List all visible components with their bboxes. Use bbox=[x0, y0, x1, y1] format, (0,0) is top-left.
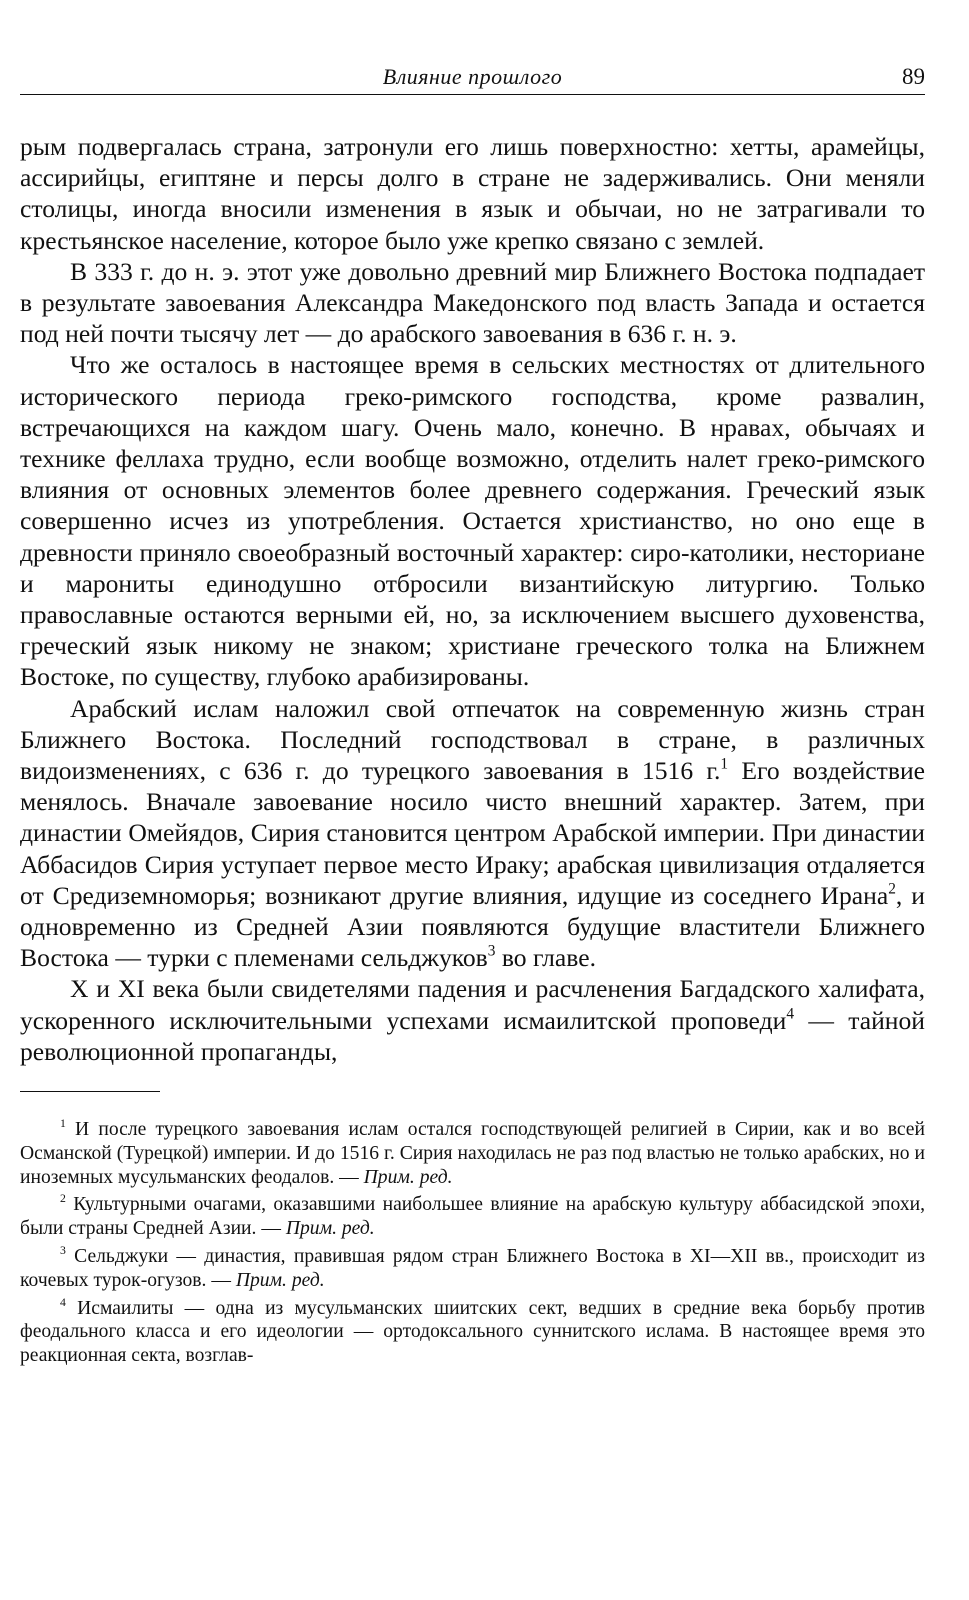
footnote-marker: 1 bbox=[60, 1116, 66, 1130]
footnote-ref: 3 bbox=[487, 942, 496, 960]
paragraph bbox=[20, 349, 925, 692]
paragraph-text: рым подвергалась страна, затронули его лишь поверхностно: хетты, арамейцы, ассирийцы, египтяне и персы долго в стране не задерживались. Они меняли столицы, иногда вносили изменения в язык и обычаи, но не затрагивали то крестьянское население, которое было уже крепко связано с землей. bbox=[20, 132, 925, 255]
footnote bbox=[20, 1245, 925, 1293]
paragraph-text: во главе. bbox=[495, 943, 596, 973]
footnote-ref: 2 bbox=[888, 880, 896, 898]
footnote bbox=[20, 1297, 925, 1368]
footnote-marker: 4 bbox=[60, 1295, 66, 1309]
page-header bbox=[20, 60, 925, 95]
footnote-ref: 1 bbox=[720, 755, 729, 773]
page-number: 89 bbox=[902, 64, 925, 89]
paragraph-text: Его воздействие менялось. Вначале завоевание носило чисто внешний характер. Затем, при династии Омейядов, Сирия становится центром Арабской империи. При династии Аббасидов Сирия уступает первое место Ираку; арабская цивилизация отдаляется от Средиземноморья; возникают другие влияния, идущие из соседнего Ирана bbox=[20, 756, 925, 910]
running-title: Влияние прошлого bbox=[382, 64, 563, 89]
footnote-text: Сельджуки — династия, правившая рядом стран Ближнего Востока в XI—XII вв., происходит из кочевых турок-огузов. — bbox=[20, 1246, 925, 1291]
footnote-text: И после турецкого завоевания ислам остался господствующей религией в Сирии, как и во всей Османской (Турецкой) империи. И до 1516 г. Сирия находилась не раз под властью не только арабских, но и иноземных мусульманских феодалов. — bbox=[20, 1119, 925, 1188]
paragraph-text: , и одновременно из Средней Азии появляются будущие властители Ближнего Востока — турки с племенами сельджуков bbox=[20, 880, 925, 973]
paragraph-continuation bbox=[20, 131, 925, 256]
footnote-divider bbox=[20, 1091, 160, 1092]
paragraph-text: — тайной революционной пропаганды, bbox=[20, 1005, 925, 1066]
paragraph bbox=[20, 973, 925, 1067]
editor-note: Прим. ред. bbox=[285, 1218, 375, 1240]
editor-note: Прим. ред. bbox=[235, 1269, 325, 1291]
footnote-ref: 4 bbox=[786, 1004, 794, 1022]
footnote-marker: 2 bbox=[60, 1192, 66, 1206]
footnotes bbox=[20, 1118, 925, 1368]
footnote bbox=[20, 1118, 925, 1189]
footnote bbox=[20, 1193, 925, 1241]
paragraph-text: Арабский ислам наложил свой отпечаток на современную жизнь стран Ближнего Востока. Последний господствовал в стране, в различных видоизменениях, с 636 г. до турецкого завоевания в 1516 г. bbox=[20, 693, 925, 786]
paragraph-text: В 333 г. до н. э. этот уже довольно древний мир Ближнего Востока подпадает в результате завоевания Александра Македонского под власть Запада и остается под ней почти тысячу лет — до арабского завоевания в 636 г. н. э. bbox=[20, 256, 925, 349]
footnote-text: Культурными очагами, оказавшими наибольшее влияние на арабскую культуру аббасидской эпохи, были страны Средней Азии. — bbox=[20, 1194, 925, 1240]
body-text bbox=[20, 131, 925, 1067]
paragraph-text: Что же осталось в настоящее время в сельских местностях от длительного исторического периода греко-римского господства, кроме развалин, встречающихся на каждом шагу. Очень мало, конечно. В нравах, обычаях и технике феллаха трудно, если вообще возможно, отделить налет греко-римского влияния от основных элементов более древнего содержания. Греческий язык совершенно исчез из употребления. Остается христианство, но оно еще в древности приняло своеобразный восточный характер: сиро-католики, несториане и марониты единодушно отбросили византийскую литургию. Только православные остаются верными ей, но, за исключением высшего духовенства, греческий язык никому не знаком; христиане греческого толка на Ближнем Востоке, по существу, глубоко арабизированы. bbox=[20, 350, 925, 692]
footnote-text: Исмаилиты — одна из мусульманских шиитских сект, ведших в средние века борьбу против феодального класса и его идеологии — ортодоксального суннитского ислама. В настоящее время это реакционная секта, возглав- bbox=[20, 1297, 925, 1367]
paragraph bbox=[20, 256, 925, 350]
book-page bbox=[20, 60, 925, 1372]
paragraph bbox=[20, 693, 925, 974]
editor-note: Прим. ред. bbox=[363, 1166, 453, 1188]
paragraph-text: X и XI века были свидетелями падения и расчленения Багдадского халифата, ускоренного исключительными успехами исмаилитской проповеди bbox=[20, 974, 925, 1035]
footnote-marker: 3 bbox=[60, 1243, 66, 1257]
